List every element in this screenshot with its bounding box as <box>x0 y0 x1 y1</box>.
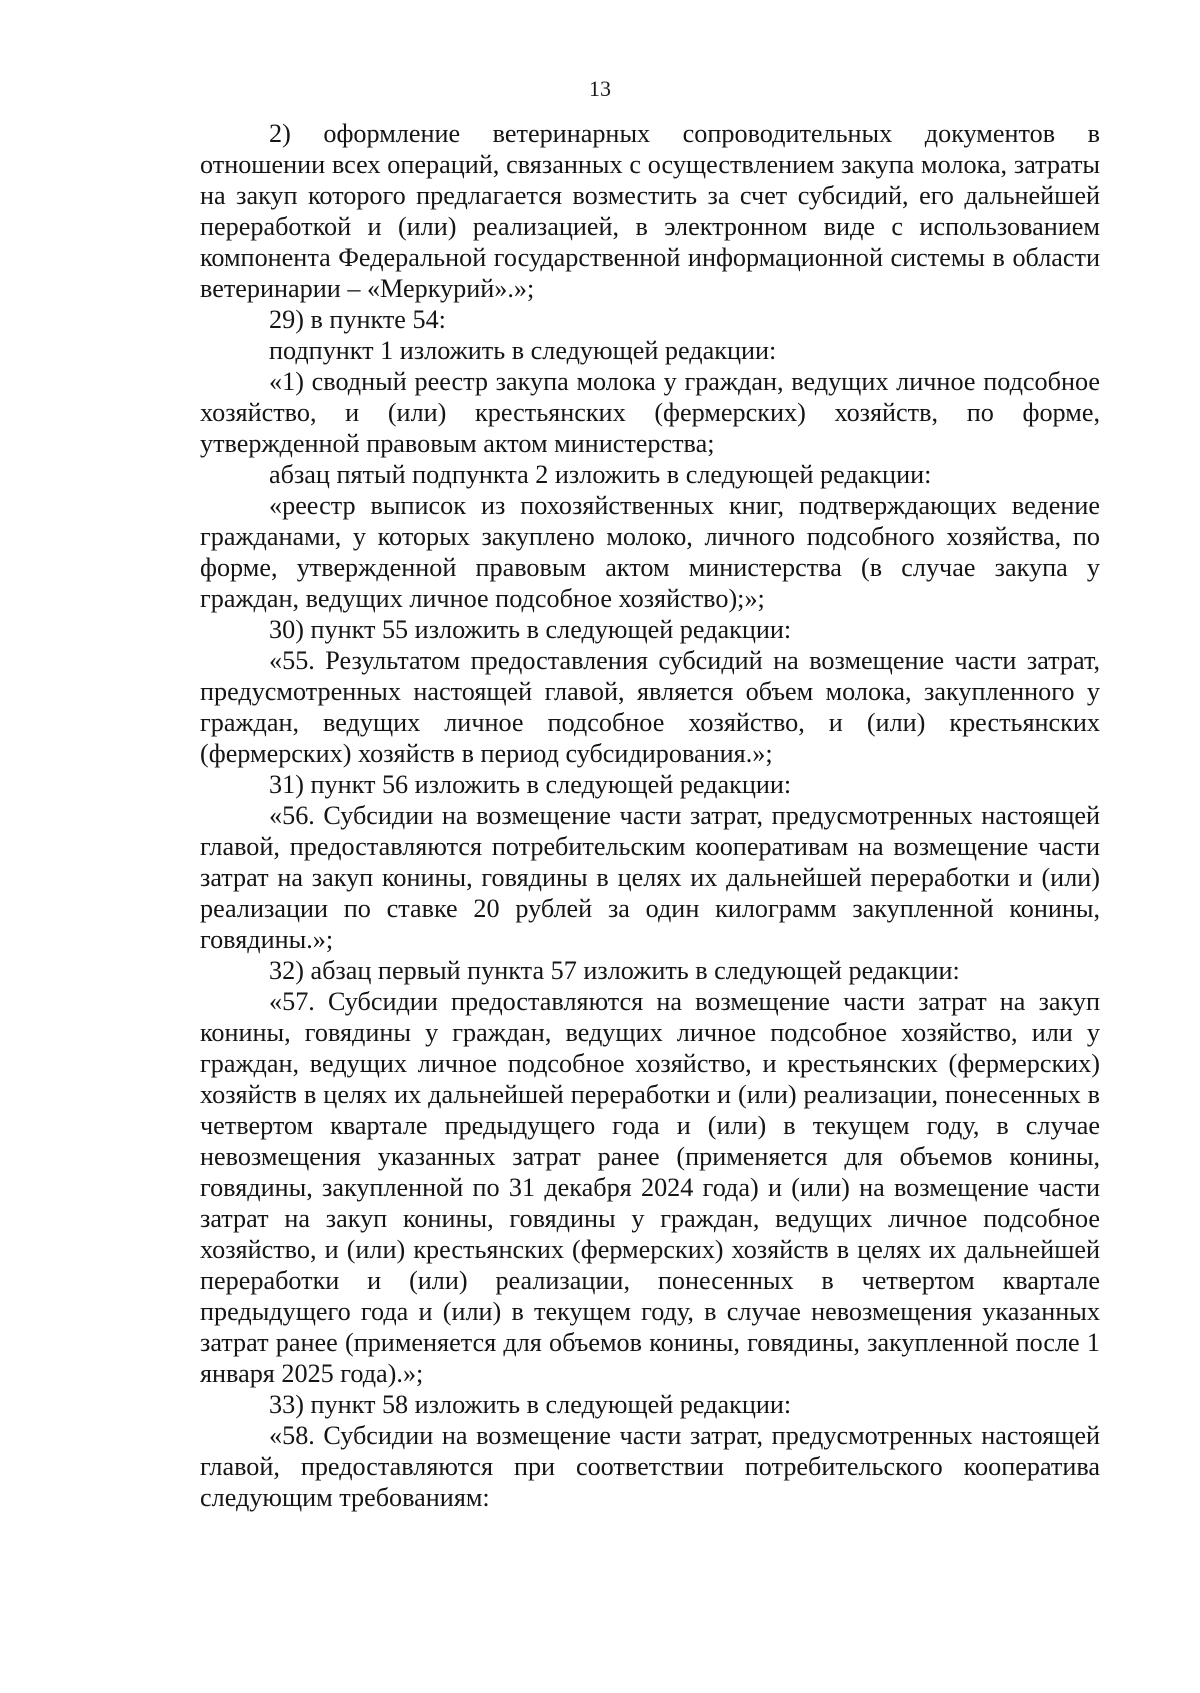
paragraph-amendment-33: 33) пункт 58 изложить в следующей редакции: <box>269 1390 792 1419</box>
paragraph-amendment-30: 30) пункт 55 изложить в следующей редакции: <box>269 615 792 644</box>
paragraph-subitem-2-instruction: абзац пятый подпункта 2 изложить в следующей редакции: <box>269 460 932 489</box>
paragraph-amendment-31: 31) пункт 56 изложить в следующей редакции: <box>269 770 792 799</box>
paragraph-item-55-text: «55. Результатом предоставления субсидий на возмещение части затрат, предусмотренных настоящей главой, является объем молока, закупленного у граждан, ведущих личное подсобное хозяйство, и (или) крестьянских (фермерских) хозяйств в период субсидирования.»; <box>200 646 1100 768</box>
paragraph-item-57-text: «57. Субсидии предоставляются на возмещение части затрат на закуп конины, говядины у граждан, ведущих личное подсобное хозяйство, или у граждан, ведущих личное подсобное хозяйство, и крестьянских (фермерских) хозяйств в целях их дальнейшей переработки и (или) реализации, понесенных в четвертом квартале предыдущего года и (или) в текущем году, в случае невозмещения указанных затрат ранее (применяется для объемов конины, говядины, закупленной по 31 декабря 2024 года) и (или) на возмещение части затрат на закуп конины, говядины у граждан, ведущих личное подсобное хозяйство, и (или) крестьянских (фермерских) хозяйств в целях их дальнейшей переработки и (или) реализации, понесенных в четвертом квартале предыдущего года и (или) в текущем году, в случае невозмещения указанных затрат ранее (применяется для объемов конины, говядины, закупленной после 1 января 2025 года).»; <box>200 987 1100 1388</box>
paragraph-subitem-1-text: «1) сводный реестр закупа молока у граждан, ведущих личное подсобное хозяйство, и (или) крестьянских (фермерских) хозяйств, по форме, утвержденной правовым актом министерства; <box>200 367 1100 458</box>
paragraph-item-58-text: «58. Субсидии на возмещение части затрат, предусмотренных настоящей главой, предоставляются при соответствии потребительского кооператива следующим требованиям: <box>200 1421 1100 1512</box>
paragraph-item-2-veterinary-documents: 2) оформление ветеринарных сопроводительных документов в отношении всех операций, связанных с осуществлением закупа молока, затраты на закуп которого предлагается возместить за счет субсидий, его дальнейшей переработкой и (или) реализацией, в электронном виде с использованием компонента Федеральной государственной информационной системы в области ветеринарии – «Меркурий».»; <box>200 119 1100 303</box>
paragraph-registry-text: «реестр выписок из похозяйственных книг, подтверждающих ведение гражданами, у которых закуплено молоко, личного подсобного хозяйства, по форме, утвержденной правовым актом министерства (в случае закупа у граждан, ведущих личное подсобное хозяйство);»; <box>200 491 1100 613</box>
paragraph-amendment-29: 29) в пункте 54: <box>269 305 446 334</box>
paragraph-subitem-1-instruction: подпункт 1 изложить в следующей редакции: <box>269 336 777 365</box>
document-body <box>200 118 1100 1513</box>
paragraph-item-56-text: «56. Субсидии на возмещение части затрат, предусмотренных настоящей главой, предоставляются потребительским кооперативам на возмещение части затрат на закуп конины, говядины в целях их дальнейшей переработки и (или) реализации по ставке 20 рублей за один килограмм закупленной конины, говядины.»; <box>200 801 1100 954</box>
page-number: 13 <box>589 76 611 101</box>
paragraph-amendment-32: 32) абзац первый пункта 57 изложить в следующей редакции: <box>269 956 960 985</box>
